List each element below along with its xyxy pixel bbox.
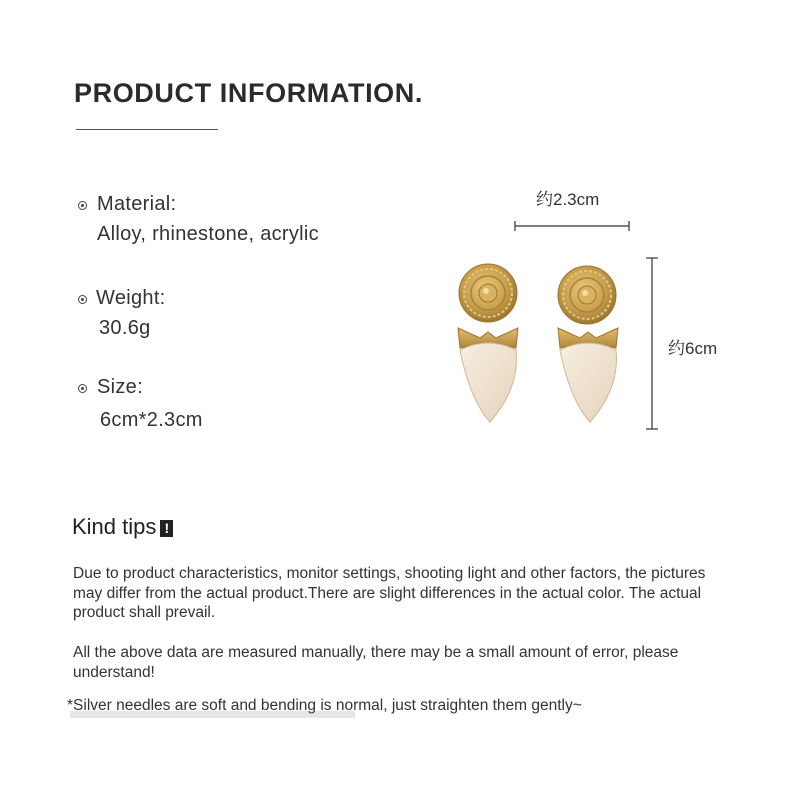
material-label: Material: — [97, 193, 177, 215]
earrings-image — [440, 210, 670, 440]
left-earring — [458, 264, 518, 422]
bullet-icon — [78, 201, 87, 210]
width-dimension-label: 约2.3cm — [536, 190, 600, 209]
page-title: PRODUCT INFORMATION. — [74, 78, 423, 108]
silver-needle-note: *Silver needles are soft and bending is normal, just straighten them gently~ — [67, 697, 582, 714]
material-value: Alloy, rhinestone, acrylic — [97, 223, 319, 245]
kind-tips-title: Kind tips — [72, 514, 157, 539]
weight-value: 30.6g — [99, 317, 151, 339]
width-dimension-line — [515, 221, 629, 231]
disclaimer-paragraph: Due to product characteristics, monitor settings, shooting light and other factors, the pictures may differ from the actual product.There are slight differences in the actual color. The actual product shall prevail. — [73, 565, 706, 621]
size-value: 6cm*2.3cm — [100, 409, 203, 431]
measurement-paragraph: All the above data are measured manually, there may be a small amount of error, please understand! — [73, 644, 679, 681]
bullet-icon — [78, 384, 87, 393]
weight-label: Weight: — [96, 287, 166, 309]
height-dimension-line — [646, 258, 658, 429]
height-dimension-label: 约6cm — [668, 339, 718, 358]
bullet-icon — [78, 295, 87, 304]
exclamation-icon: ! — [160, 520, 173, 537]
kind-tips-heading — [72, 514, 173, 540]
right-earring — [558, 266, 618, 422]
title-underline — [76, 129, 218, 130]
size-label: Size: — [97, 376, 143, 398]
